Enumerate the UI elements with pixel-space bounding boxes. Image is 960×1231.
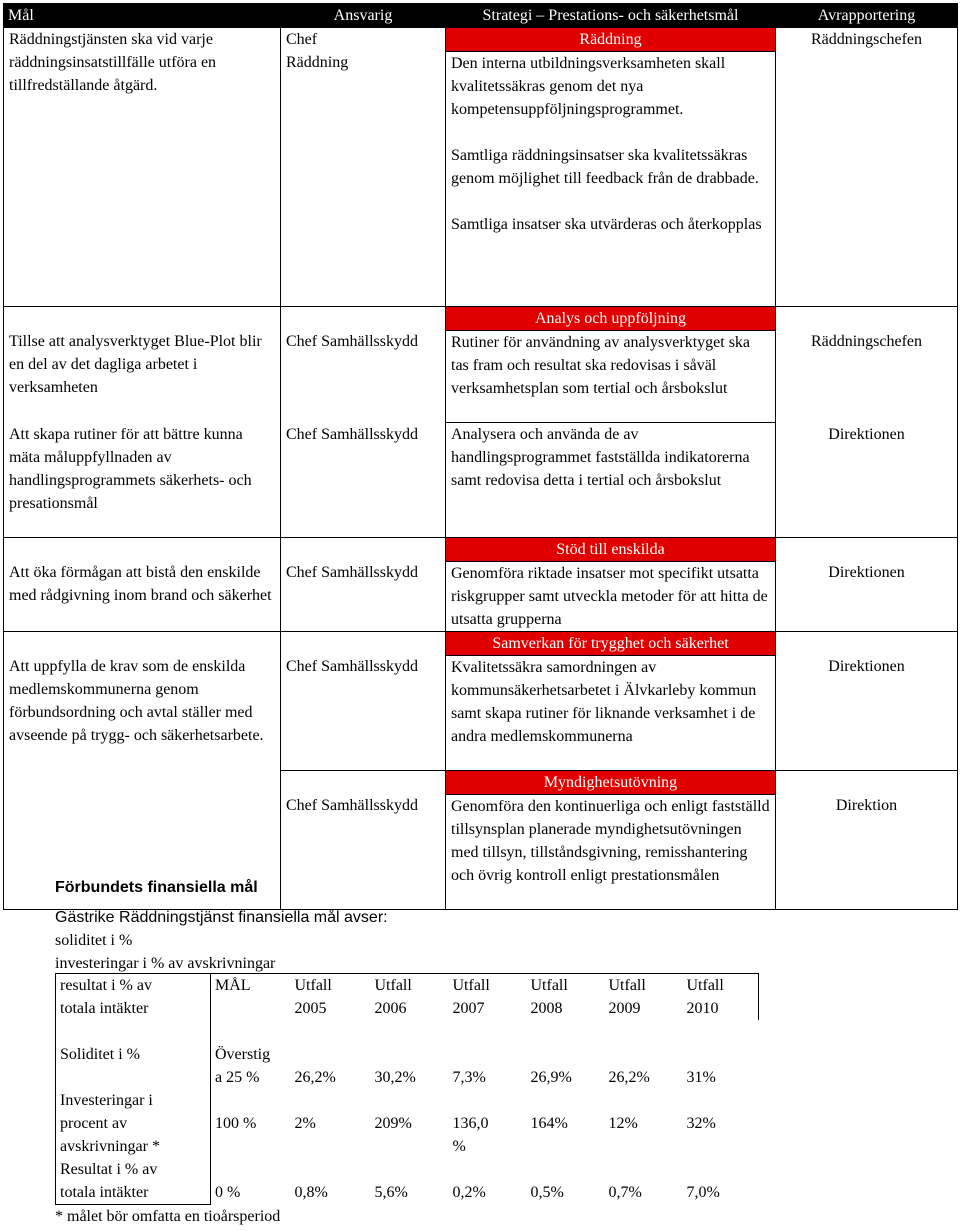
header-responsible: Ansvarig — [281, 4, 446, 28]
responsible-text: Chef Samhällsskydd — [286, 333, 418, 350]
section-myndighet: Myndighetsutövning — [446, 771, 776, 795]
strategy-text: Genomföra riktade insatser mot specifikt utsatta riskgrupper samt utveckla metoder för att hitta de utsatta grupperna — [451, 565, 768, 628]
responsible-text: Chef Samhällsskydd — [286, 564, 418, 581]
finance-spacer — [56, 1020, 211, 1043]
finance-row-label: Investeringar i procent av avskrivningar * — [56, 1089, 211, 1158]
reporting-cell — [776, 307, 958, 423]
finance-header-2010: Utfall 2010 — [683, 974, 759, 1021]
strategy-text: Kvalitetssäkra samordningen av kommunsäkerhetsarbetet i Älvkarleby kommun samt skapa rutiner för liknande verksamhet i de andra medlemskommunerna — [451, 659, 757, 745]
section-analys: Analys och uppföljning — [446, 307, 776, 331]
finance-header-2006: Utfall 2006 — [371, 974, 449, 1021]
goal-text: Räddningstjänsten ska vid varje räddningsinsatstillfälle utföra en tillfredställande åtgärd. — [9, 31, 217, 94]
finance-cell: 26,2% — [608, 1069, 650, 1086]
finance-header-label — [56, 974, 211, 1021]
goal-cell — [4, 632, 281, 771]
reporting-cell — [776, 632, 958, 771]
responsible-text: Chef Samhällsskydd — [286, 425, 418, 443]
finance-header-2007: Utfall 2007 — [449, 974, 527, 1021]
finance-cell: 12% — [608, 1115, 638, 1132]
reporting-cell — [776, 28, 958, 307]
reporting-text: Direktionen — [828, 425, 905, 443]
finance-cell: 2% — [294, 1115, 316, 1132]
responsible-cell — [281, 28, 446, 307]
goal-cell — [4, 423, 281, 538]
finance-cell: 0,5% — [530, 1184, 564, 1201]
finance-cell: 30,2% — [374, 1069, 416, 1086]
goal-cell — [4, 307, 281, 423]
strategy-cell — [446, 656, 776, 771]
header-goal: Mål — [4, 4, 281, 28]
goal-text: Tillse att analysverktyget Blue-Plot blir en del av det dagliga arbetet i verksamheten — [9, 333, 262, 396]
section-samverkan: Samverkan för trygghet och säkerhet — [446, 632, 776, 656]
finance-cell: 164% — [530, 1115, 568, 1132]
finance-title: Förbundets finansiella mål — [55, 879, 258, 896]
goals-table — [3, 3, 958, 910]
finance-row-investeringar — [56, 1089, 759, 1158]
strategy-cell — [446, 562, 776, 632]
goal-cell — [4, 28, 281, 307]
strategy-text: Den interna utbildningsverksamheten skall kvalitetssäkras genom det nya kompetensuppföljningsprogrammet. — [451, 55, 726, 118]
section-stod: Stöd till enskilda — [446, 538, 776, 562]
finance-footnote: * målet bör omfatta en tioårsperiod — [55, 1208, 281, 1225]
table-header-row — [4, 4, 958, 28]
finance-cell: 26,2% — [294, 1069, 336, 1086]
goal-text: Att skapa rutiner för att bättre kunna mäta måluppfyllnaden av handlingsprogrammets säkerhets- och presationsmål — [9, 425, 252, 512]
finance-table — [55, 973, 759, 1205]
strategy-text: Samtliga insatser ska utvärderas och återkopplas — [451, 216, 762, 233]
goal-cell — [4, 538, 281, 632]
finance-cell-mal: 100 % — [215, 1115, 257, 1132]
reporting-text: Räddningschefen — [810, 31, 923, 48]
reporting-cell — [776, 423, 958, 538]
finance-cell: 136,0 % — [452, 1115, 489, 1155]
section-raddning: Räddning — [446, 28, 776, 52]
finance-label-line: resultat i % av — [60, 977, 152, 994]
finance-cell: 0,2% — [452, 1184, 486, 1201]
reporting-cell — [776, 538, 958, 632]
strategy-text: Rutiner för användning av analysverktyget ska tas fram och resultat ska redovisas i såväl verksamhetsplan som tertial och årsbokslut — [451, 334, 751, 397]
responsible-text: Chef Samhällsskydd — [286, 658, 418, 675]
finance-intro — [55, 906, 388, 975]
reporting-text: Direktionen — [828, 658, 905, 675]
finance-intro-line: Gästrike Räddningstjänst finansiella mål avser: — [55, 909, 388, 926]
finance-cell: 209% — [374, 1115, 412, 1132]
header-reporting: Avrapportering — [776, 4, 958, 28]
finance-cell: 0,8% — [294, 1184, 328, 1201]
goal-text: Att öka förmågan att bistå den enskilde med rådgivning inom brand och säkerhet — [9, 564, 272, 604]
strategy-cell — [446, 52, 776, 307]
finance-row-resultat — [56, 1158, 759, 1205]
finance-cell: 26,9% — [530, 1069, 572, 1086]
reporting-text: Direktionen — [828, 564, 905, 581]
responsible-text: Chef Räddning — [286, 31, 349, 71]
finance-cell: 5,6% — [374, 1184, 408, 1201]
finance-cell-mal: 0 % — [215, 1184, 241, 1201]
finance-header-2009: Utfall 2009 — [605, 974, 683, 1021]
finance-header-row — [56, 974, 759, 1021]
finance-label-line: totala intäkter — [60, 1000, 149, 1017]
finance-header-2005: Utfall 2005 — [291, 974, 371, 1021]
responsible-cell — [281, 423, 446, 538]
finance-row-label: Soliditet i % — [56, 1043, 211, 1089]
finance-cell: 7,3% — [452, 1069, 486, 1086]
responsible-cell — [281, 307, 446, 423]
responsible-text: Chef Samhällsskydd — [286, 797, 418, 814]
finance-row-label: Resultat i % av totala intäkter — [56, 1158, 211, 1205]
finance-cell-mal: Överstig a 25 % — [215, 1046, 271, 1086]
responsible-cell — [281, 538, 446, 632]
reporting-cell — [776, 771, 958, 910]
finance-header-2008: Utfall 2008 — [527, 974, 605, 1021]
strategy-text: Genomföra den kontinuerliga och enligt fastställd tillsynsplan planerade myndighetsutövningen med tillsyn, tillståndsgivning, remisshantering och övrig kontroll enligt prestationsmålen — [451, 798, 770, 884]
header-strategy: Strategi – Prestations- och säkerhetsmål — [446, 4, 776, 28]
finance-intro-line: soliditet i % — [55, 932, 133, 949]
finance-intro-line: investeringar i % av avskrivningar — [55, 955, 276, 972]
finance-cell: 31% — [686, 1069, 716, 1086]
strategy-text: Samtliga räddningsinsatser ska kvalitetssäkras genom möjlighet till feedback från de drabbade. — [451, 147, 759, 187]
reporting-text: Räddningschefen — [810, 333, 923, 350]
strategy-text: Analysera och använda de av handlingsprogrammet fastställda indikatorerna samt redovisa detta i tertial och årsbokslut — [451, 426, 750, 489]
finance-cell: 32% — [686, 1115, 716, 1132]
reporting-text: Direktion — [835, 797, 898, 814]
finance-header-mal: MÅL — [211, 974, 291, 1021]
finance-cell: 0,7% — [608, 1184, 642, 1201]
responsible-cell — [281, 632, 446, 771]
responsible-cell — [281, 771, 446, 910]
finance-cell: 7,0% — [686, 1184, 720, 1201]
strategy-cell — [446, 795, 776, 910]
strategy-cell — [446, 331, 776, 423]
finance-row-soliditet — [56, 1043, 759, 1089]
strategy-cell — [446, 423, 776, 538]
goal-text: Att uppfylla de krav som de enskilda medlemskommunerna genom förbundsordning och avtal ställer med avseende på trygg- och säkerhetsarbete. — [9, 658, 264, 744]
